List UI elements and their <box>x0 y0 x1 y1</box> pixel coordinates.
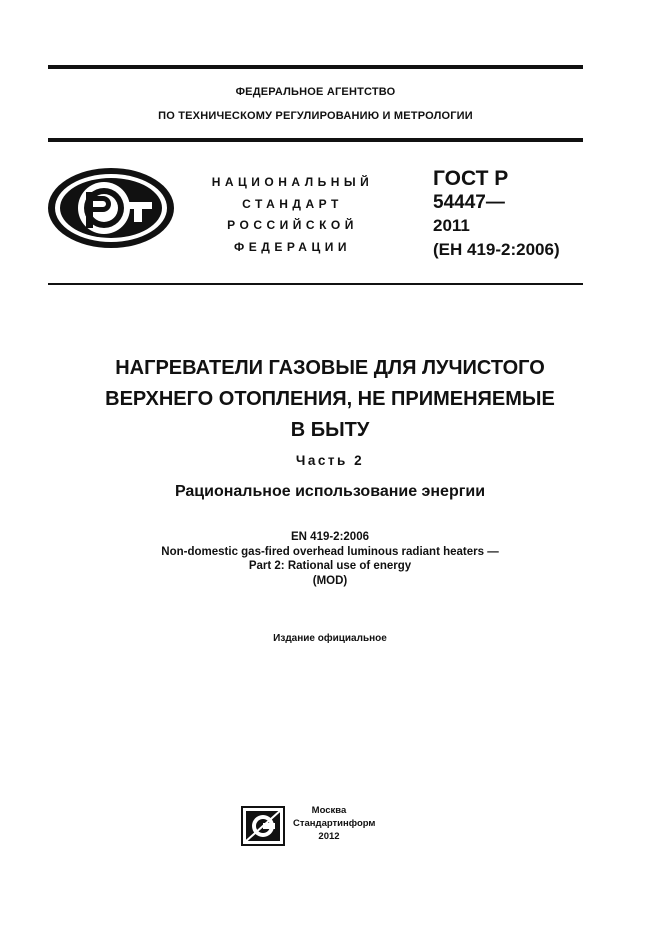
gost-r-logo-icon <box>46 166 176 250</box>
en-line2: Non-domestic gas-fired overhead luminous radiant heaters — <box>161 545 499 558</box>
en-line4: (MOD) <box>312 574 348 587</box>
designation-line1: ГОСТ Р <box>433 167 509 190</box>
agency-name-line2: ПО ТЕХНИЧЕСКОМУ РЕГУЛИРОВАНИЮ И МЕТРОЛОГИИ <box>158 110 473 122</box>
publisher-info <box>293 804 376 843</box>
document-subtitle: Рациональное использование энергии <box>174 483 486 500</box>
english-reference <box>40 530 620 588</box>
title-line2: ВЕРХНЕГО ОТОПЛЕНИЯ, НЕ ПРИМЕНЯЕМЫЕ <box>105 388 555 410</box>
natstd-line2: СТАНДАРТ <box>242 196 343 211</box>
top-rule <box>48 65 583 69</box>
section-rule <box>48 283 583 285</box>
publisher-name: Стандартинформ <box>293 818 376 829</box>
national-standard-label <box>195 172 390 258</box>
designation-line2: 54447— <box>433 192 505 213</box>
publisher-city: Москва <box>311 805 347 816</box>
designation-line3: 2011 <box>433 216 470 235</box>
natstd-line4: ФЕДЕРАЦИИ <box>234 239 351 254</box>
publisher-logo-icon <box>241 806 285 846</box>
edition-label: Издание официальное <box>273 633 387 644</box>
agency-name-line1: ФЕДЕРАЛЬНОЕ АГЕНТСТВО <box>235 86 396 98</box>
part-number: Часть 2 <box>295 453 365 468</box>
designation-line4: (ЕН 419-2:2006) <box>433 240 560 259</box>
en-line1: EN 419-2:2006 <box>291 531 369 543</box>
publisher-year: 2012 <box>318 831 340 842</box>
natstd-line3: РОССИЙСКОЙ <box>227 218 358 232</box>
header-rule <box>48 138 583 142</box>
natstd-line1: НАЦИОНАЛЬНЫЙ <box>211 175 374 189</box>
title-line3: В БЫТУ <box>290 419 370 441</box>
document-title <box>40 353 620 446</box>
en-line3: Part 2: Rational use of energy <box>248 560 412 572</box>
standard-designation <box>433 166 560 261</box>
title-line1: НАГРЕВАТЕЛИ ГАЗОВЫЕ ДЛЯ ЛУЧИСТОГО <box>115 357 545 379</box>
